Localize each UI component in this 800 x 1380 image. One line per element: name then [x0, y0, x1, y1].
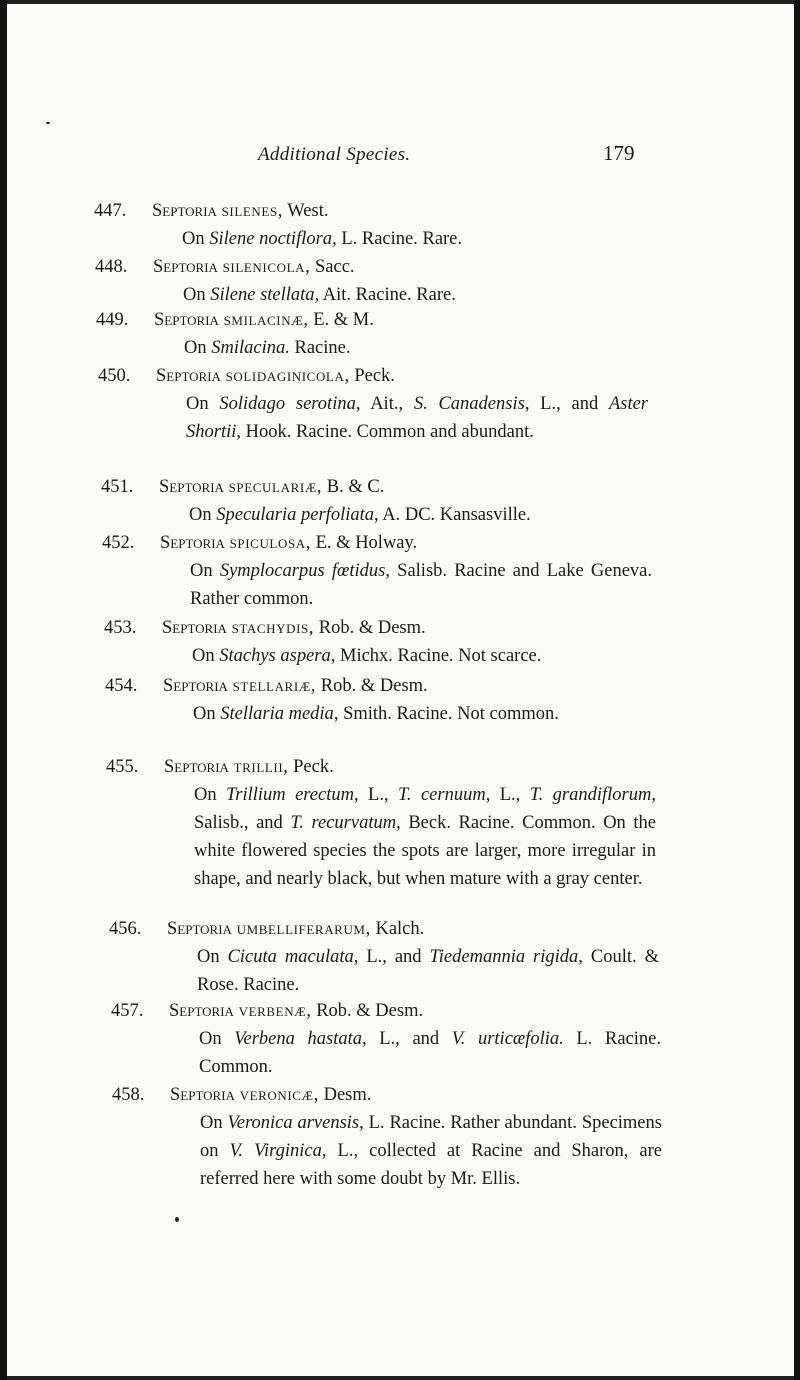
host-description [192, 642, 654, 670]
taxon-name: Verbena hastata [234, 1029, 362, 1049]
species-epithet: stellariæ, [232, 676, 317, 696]
authority: West. [283, 201, 329, 221]
species-name [154, 306, 374, 334]
species-epithet: trillii, [233, 757, 289, 777]
genus: Septoria [162, 618, 227, 638]
species-epithet: stachydis, [231, 618, 315, 638]
entry-number: 449. [96, 310, 129, 330]
description-text: On [184, 338, 212, 358]
description-text: On [186, 394, 220, 414]
description-text: , Ait. Racine. Rare. [314, 285, 456, 305]
description-text: On [190, 561, 220, 581]
species-epithet: smilacinæ, [223, 310, 309, 330]
authority: E. & Holway. [311, 533, 418, 553]
entry-number: 448. [95, 257, 128, 277]
genus: Septoria [164, 757, 229, 777]
taxon-name: Solidago serotina [219, 394, 356, 414]
genus: Septoria [156, 366, 221, 386]
genus: Septoria [152, 201, 217, 221]
taxon-name: Veronica arvensis [227, 1113, 360, 1133]
species-name [169, 997, 423, 1025]
description-text: , L. Racine. Rare. [332, 229, 463, 249]
host-description [197, 943, 659, 999]
description-text: On [199, 1029, 235, 1049]
description-text: L. Racine. Common. [199, 1029, 661, 1077]
ink-speck [46, 122, 50, 124]
species-name [153, 253, 355, 281]
species-epithet: solidaginicola, [225, 366, 350, 386]
authority: Rob. & Desm. [311, 1001, 424, 1021]
taxon-name: Tiedemannia rigida [429, 947, 579, 967]
genus: Septoria [153, 257, 218, 277]
taxon-name: Trillium erectum [226, 785, 354, 805]
authority: Peck. [349, 366, 395, 386]
taxon-name: Silene stellata [210, 285, 315, 305]
genus: Septoria [154, 310, 219, 330]
species-epithet: speculariæ, [228, 477, 323, 497]
entry-number: 458. [112, 1085, 145, 1105]
species-epithet: verbenæ, [238, 1001, 312, 1021]
description-text: On [193, 704, 221, 724]
description-text: , L., collected at Racine and Sharon, are referred here with some doubt by Mr. Ellis. [200, 1141, 662, 1189]
description-text: , Salisb., and [194, 785, 656, 833]
description-text: , Coult. & Rose. Racine. [197, 947, 659, 995]
description-text: , L., and [524, 394, 609, 414]
authority: Sacc. [310, 257, 355, 277]
host-description [200, 1109, 662, 1193]
host-description [184, 334, 646, 362]
description-text: On [197, 947, 228, 967]
authority: B. & C. [322, 477, 385, 497]
species-name [160, 529, 417, 557]
authority: Peck. [288, 757, 334, 777]
taxon-name: Specularia perfoliata [216, 505, 374, 525]
description-text: Racine. [289, 338, 351, 358]
scan-border-right [794, 0, 800, 1380]
species-name [159, 473, 384, 501]
entry-number: 455. [106, 757, 139, 777]
authority: Desm. [318, 1085, 372, 1105]
host-description [194, 781, 656, 893]
species-name [164, 753, 334, 781]
species-epithet: veronicæ, [239, 1085, 319, 1105]
authority: Kalch. [370, 919, 425, 939]
host-description [186, 390, 648, 446]
description-text: On [182, 229, 210, 249]
taxon-name: Symplocarpus fœtidus [219, 561, 386, 581]
host-description [193, 700, 655, 728]
entry-number: 454. [105, 676, 138, 696]
taxon-name: V. urticæfolia. [451, 1029, 564, 1049]
genus: Septoria [160, 533, 225, 553]
host-description [190, 557, 652, 613]
description-text: On [200, 1113, 228, 1133]
description-text: , L., [353, 785, 398, 805]
species-epithet: silenicola, [222, 257, 311, 277]
description-text: , L., [485, 785, 530, 805]
species-name [167, 915, 424, 943]
host-description [183, 281, 645, 309]
taxon-name: T. grandiflorum [529, 785, 652, 805]
entry-number: 450. [98, 366, 131, 386]
scan-border-left [0, 0, 7, 1380]
description-text: On [189, 505, 217, 525]
entry-number: 447. [94, 201, 127, 221]
genus: Septoria [169, 1001, 234, 1021]
description-text: , L. Racine. Rather abundant. Specimens on [200, 1113, 662, 1161]
species-epithet: umbelliferarum, [236, 919, 371, 939]
entry-number: 451. [101, 477, 134, 497]
taxon-name: Smilacina. [211, 338, 290, 358]
description-text: , Salisb. Racine and Lake Geneva. Rather common. [190, 561, 652, 609]
genus: Septoria [159, 477, 224, 497]
scan-border-bottom [0, 1376, 800, 1380]
entry-number: 456. [109, 919, 142, 939]
entry-number: 457. [111, 1001, 144, 1021]
entry-number: 453. [104, 618, 137, 638]
genus: Septoria [170, 1085, 235, 1105]
authority: E. & M. [308, 310, 374, 330]
host-description [189, 501, 651, 529]
taxon-name: Stellaria media [220, 704, 334, 724]
description-text: On [192, 646, 220, 666]
description-text: , Ait., [355, 394, 414, 414]
species-name [156, 362, 395, 390]
host-description [199, 1025, 661, 1081]
species-name [163, 672, 428, 700]
taxon-name: T. cernuum [398, 785, 486, 805]
scan-border-top [0, 0, 800, 4]
running-header: Additional Species. [258, 144, 411, 165]
genus: Septoria [167, 919, 232, 939]
description-text: , Hook. Racine. Common and abundant. [236, 422, 534, 442]
taxon-name: Stachys aspera [219, 646, 331, 666]
taxon-name: Aster Shortii [186, 394, 648, 442]
authority: Rob. & Desm. [314, 618, 426, 638]
taxon-name: Cicuta maculata [227, 947, 354, 967]
description-text: On [183, 285, 211, 305]
description-text: , A. DC. Kansasville. [374, 505, 531, 525]
description-text: , L., and [353, 947, 430, 967]
species-epithet: spiculosa, [229, 533, 311, 553]
description-text: , Michx. Racine. Not scarce. [330, 646, 542, 666]
taxon-name: V. Virginica [229, 1141, 322, 1161]
entry-number: 452. [102, 533, 135, 553]
species-name [162, 614, 426, 642]
taxon-name: Silene noctiflora [209, 229, 333, 249]
description-text: , L., and [362, 1029, 452, 1049]
description-text: , Beck. Racine. Common. On the white flowered species the spots are larger, more irregular in shape, and nearly black, but when mature with a gray center. [194, 813, 656, 889]
species-name [170, 1081, 371, 1109]
host-description [182, 225, 644, 253]
description-text: , Smith. Racine. Not common. [333, 704, 559, 724]
description-text: On [194, 785, 227, 805]
taxon-name: T. recurvatum [290, 813, 397, 833]
taxon-name: S. Canadensis [413, 394, 525, 414]
authority: Rob. & Desm. [316, 676, 428, 696]
species-name [152, 197, 328, 225]
ink-speck [175, 1217, 179, 1222]
page-number: 179 [603, 141, 635, 165]
genus: Septoria [163, 676, 228, 696]
species-epithet: silenes, [221, 201, 284, 221]
